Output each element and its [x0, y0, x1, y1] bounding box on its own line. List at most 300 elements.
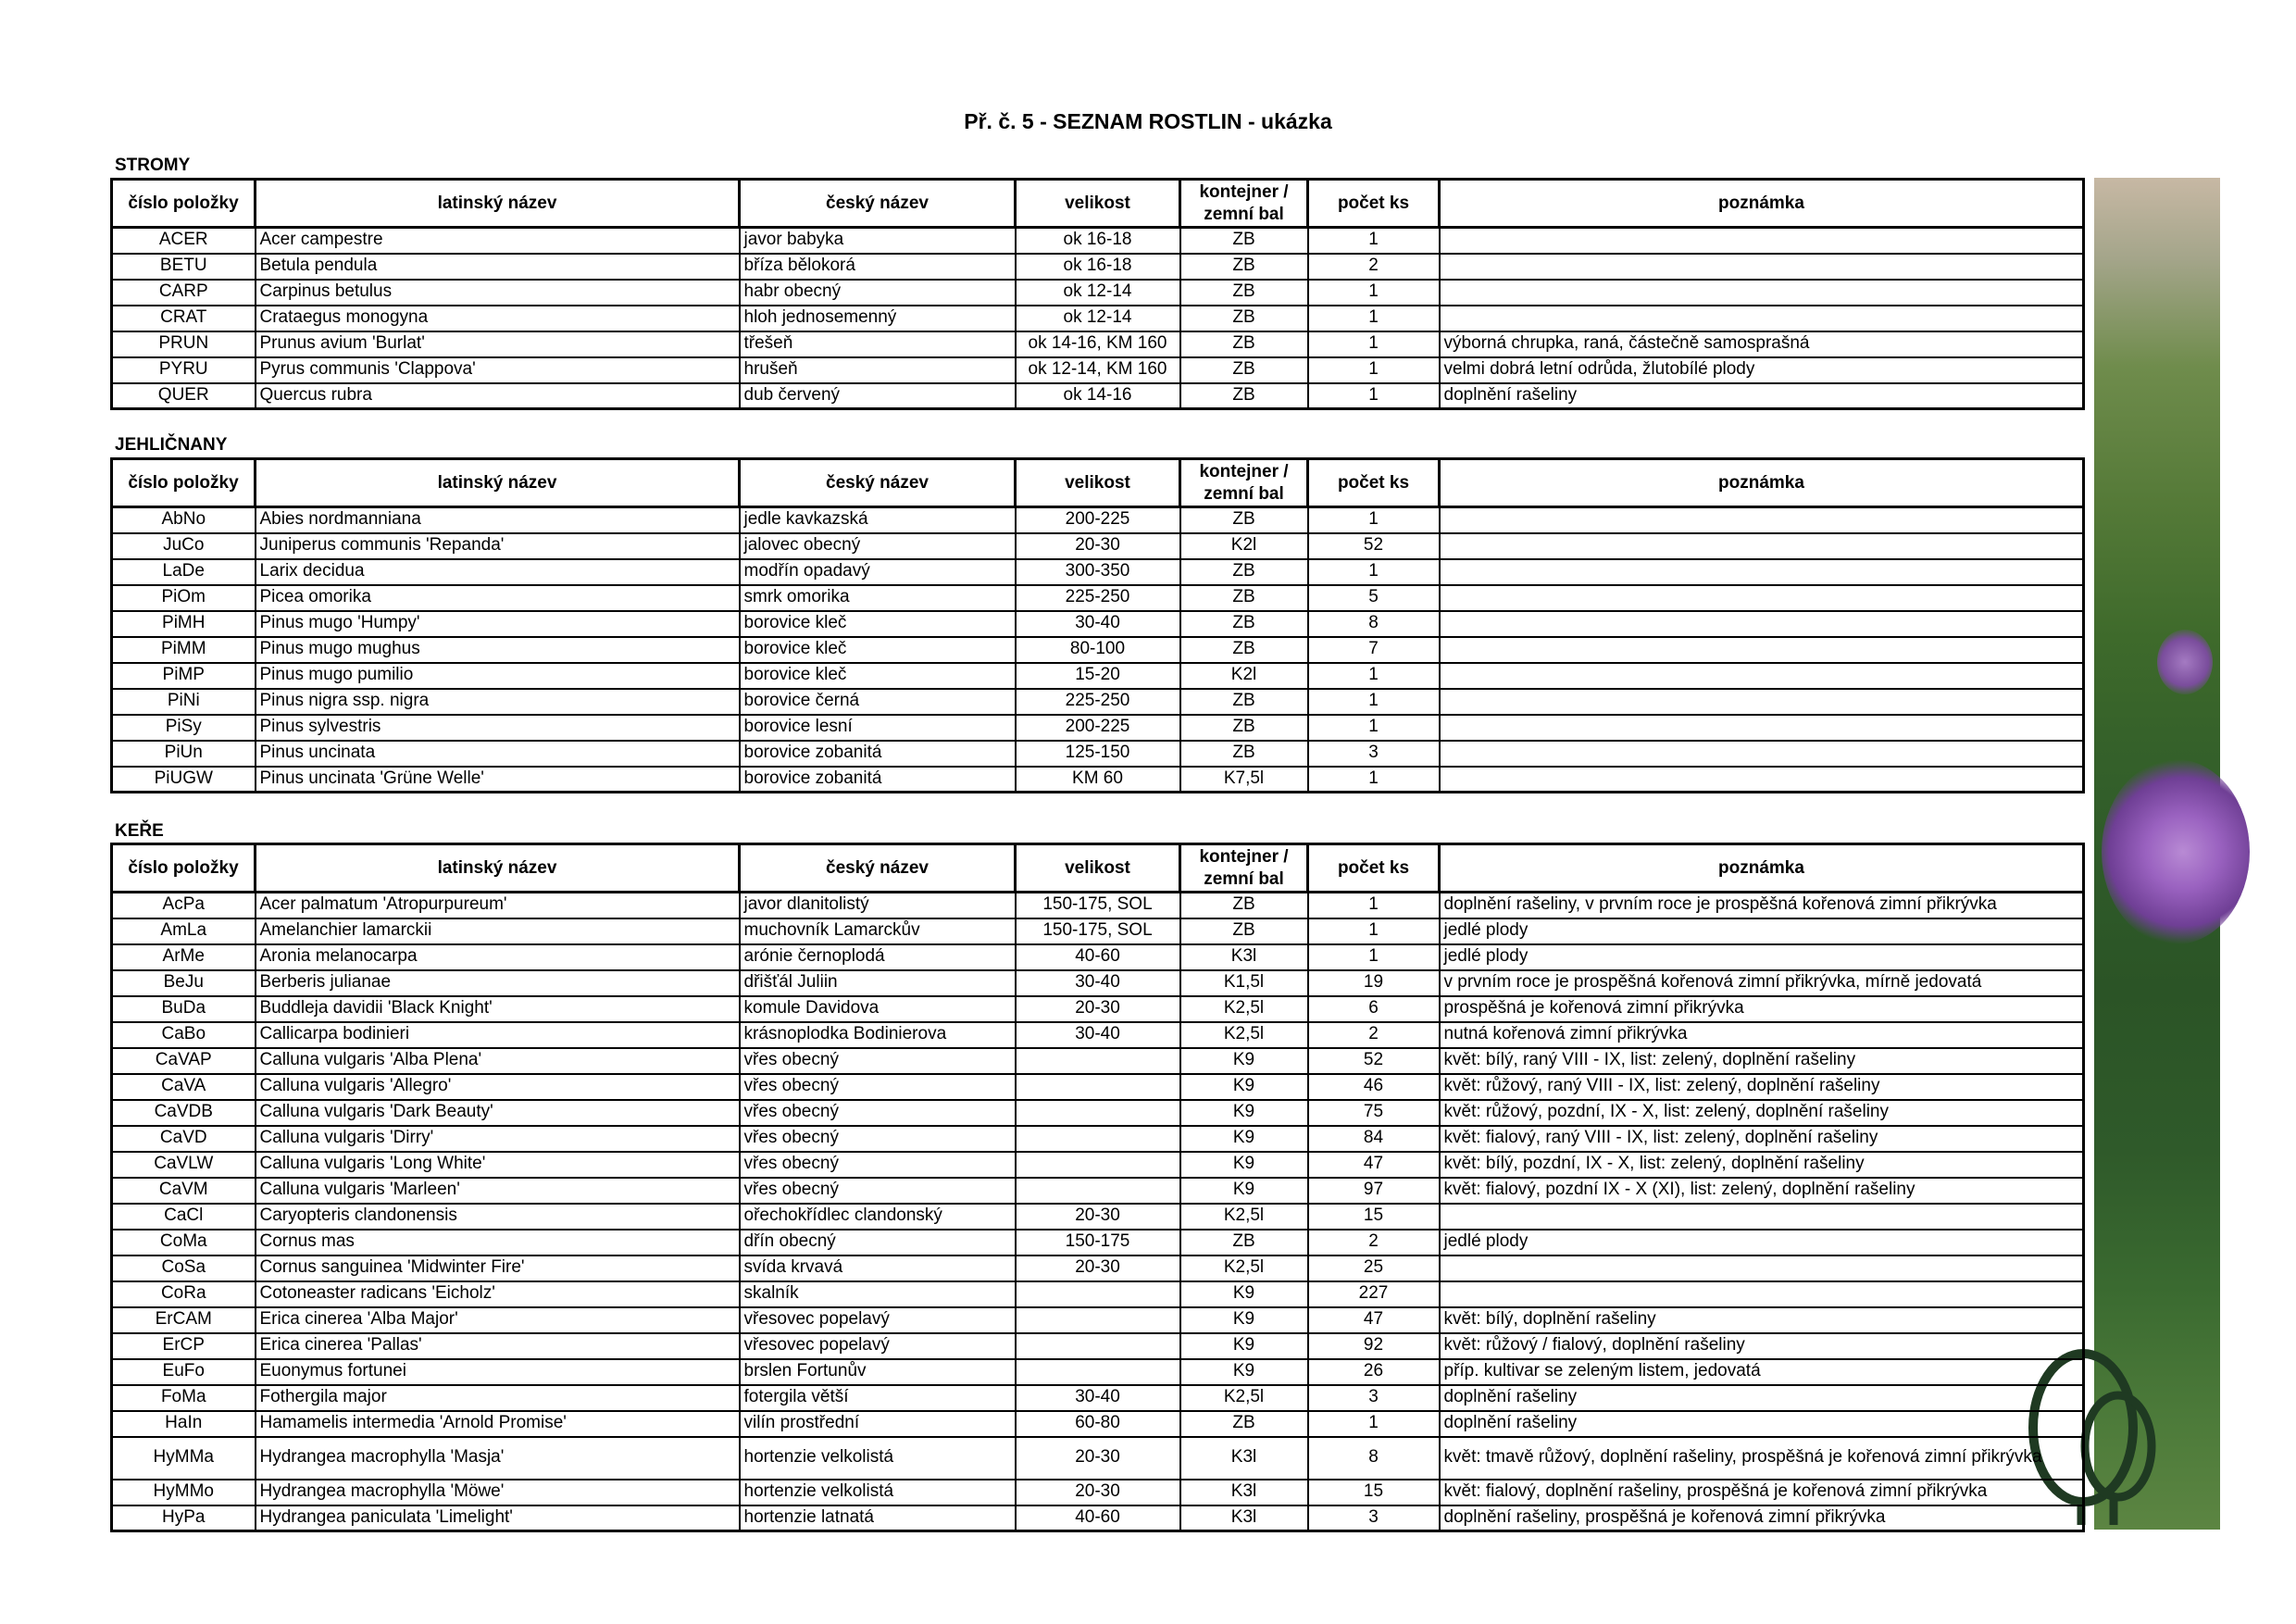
- cell-size: 200-225: [1016, 715, 1180, 741]
- cell-quantity: 26: [1308, 1359, 1440, 1385]
- cell-container: K1,5l: [1180, 970, 1308, 996]
- cell-quantity: 1: [1308, 383, 1440, 409]
- cell-container: ZB: [1180, 280, 1308, 306]
- cell-note: květ: bílý, pozdní, IX - X, list: zelený, doplnění rašeliny: [1440, 1152, 2084, 1178]
- cell-czech-name: vřes obecný: [740, 1100, 1016, 1126]
- cell-note: květ: bílý, doplnění rašeliny: [1440, 1307, 2084, 1333]
- cell-container: K9: [1180, 1307, 1308, 1333]
- cell-latin-name: Aronia melanocarpa: [256, 944, 740, 970]
- cell-latin-name: Quercus rubra: [256, 383, 740, 409]
- cell-container: K9: [1180, 1178, 1308, 1204]
- plant-table-trees: [110, 178, 2085, 410]
- cell-latin-name: Calluna vulgaris 'Marleen': [256, 1178, 740, 1204]
- cell-quantity: 1: [1308, 663, 1440, 689]
- cell-size: ok 12-14: [1016, 306, 1180, 331]
- cell-code: PiUGW: [112, 767, 256, 793]
- cell-quantity: 1: [1308, 689, 1440, 715]
- cell-quantity: 1: [1308, 767, 1440, 793]
- col-header-czech: český název: [740, 844, 1016, 893]
- cell-size: 20-30: [1016, 533, 1180, 559]
- table-row: [112, 663, 2084, 689]
- col-header-czech: český název: [740, 459, 1016, 507]
- cell-note: příp. kultivar se zeleným listem, jedovatá: [1440, 1359, 2084, 1385]
- cell-code: PiSy: [112, 715, 256, 741]
- table-row: [112, 1411, 2084, 1437]
- cell-size: [1016, 1152, 1180, 1178]
- cell-code: CaVAP: [112, 1048, 256, 1074]
- cell-size: [1016, 1100, 1180, 1126]
- cell-note: výborná chrupka, raná, částečně samosprašná: [1440, 331, 2084, 357]
- cell-code: HaIn: [112, 1411, 256, 1437]
- cell-code: CaVM: [112, 1178, 256, 1204]
- cell-latin-name: Hydrangea macrophylla 'Masja': [256, 1437, 740, 1480]
- table-row: [112, 306, 2084, 331]
- table-row: [112, 1333, 2084, 1359]
- cell-size: 20-30: [1016, 1480, 1180, 1505]
- cell-code: JuCo: [112, 533, 256, 559]
- cell-latin-name: Cornus mas: [256, 1230, 740, 1255]
- col-header-czech: český název: [740, 180, 1016, 228]
- cell-quantity: 1: [1308, 1411, 1440, 1437]
- cell-czech-name: vřesovec popelavý: [740, 1307, 1016, 1333]
- cell-note: květ: fialový, pozdní IX - X (XI), list: zelený, doplnění rašeliny: [1440, 1178, 2084, 1204]
- table-row: [112, 715, 2084, 741]
- cell-latin-name: Callicarpa bodinieri: [256, 1022, 740, 1048]
- cell-note: [1440, 559, 2084, 585]
- cell-size: 20-30: [1016, 1437, 1180, 1480]
- cell-container: K9: [1180, 1074, 1308, 1100]
- cell-size: ok 16-18: [1016, 228, 1180, 254]
- col-header-container-line2: zemní bal: [1204, 868, 1284, 889]
- cell-code: AcPa: [112, 893, 256, 918]
- cell-container: ZB: [1180, 1411, 1308, 1437]
- table-row: [112, 1385, 2084, 1411]
- cell-latin-name: Calluna vulgaris 'Dirry': [256, 1126, 740, 1152]
- cell-czech-name: komule Davidova: [740, 996, 1016, 1022]
- cell-size: ok 12-14: [1016, 280, 1180, 306]
- section-heading-trees: STROMY: [115, 156, 191, 175]
- cell-latin-name: Prunus avium 'Burlat': [256, 331, 740, 357]
- cell-container: K3l: [1180, 1505, 1308, 1531]
- cell-note: [1440, 1204, 2084, 1230]
- cell-quantity: 84: [1308, 1126, 1440, 1152]
- cell-latin-name: Cornus sanguinea 'Midwinter Fire': [256, 1255, 740, 1281]
- cell-size: 200-225: [1016, 507, 1180, 533]
- cell-container: ZB: [1180, 611, 1308, 637]
- cell-container: K9: [1180, 1333, 1308, 1359]
- photo-flower: [2102, 759, 2250, 944]
- cell-latin-name: Pinus mugo pumilio: [256, 663, 740, 689]
- cell-latin-name: Pinus sylvestris: [256, 715, 740, 741]
- cell-note: [1440, 637, 2084, 663]
- cell-quantity: 1: [1308, 944, 1440, 970]
- table-row: [112, 1505, 2084, 1531]
- cell-note: [1440, 611, 2084, 637]
- cell-container: ZB: [1180, 228, 1308, 254]
- cell-note: doplnění rašeliny: [1440, 1411, 2084, 1437]
- cell-code: QUER: [112, 383, 256, 409]
- cell-code: CaVLW: [112, 1152, 256, 1178]
- cell-quantity: 7: [1308, 637, 1440, 663]
- table-row: [112, 893, 2084, 918]
- cell-czech-name: svída krvavá: [740, 1255, 1016, 1281]
- table-row: [112, 507, 2084, 533]
- cell-note: [1440, 663, 2084, 689]
- table-row: [112, 689, 2084, 715]
- cell-czech-name: dřišťál Juliin: [740, 970, 1016, 996]
- cell-czech-name: krásnoplodka Bodinierova: [740, 1022, 1016, 1048]
- cell-czech-name: hrušeň: [740, 357, 1016, 383]
- cell-code: PiMP: [112, 663, 256, 689]
- col-header-container-line2: zemní bal: [1204, 483, 1284, 504]
- cell-container: K9: [1180, 1048, 1308, 1074]
- cell-note: [1440, 254, 2084, 280]
- cell-quantity: 97: [1308, 1178, 1440, 1204]
- cell-latin-name: Juniperus communis 'Repanda': [256, 533, 740, 559]
- cell-quantity: 1: [1308, 306, 1440, 331]
- cell-container: K2,5l: [1180, 1255, 1308, 1281]
- cell-code: PiUn: [112, 741, 256, 767]
- plant-table-shrubs: [110, 843, 2085, 1532]
- cell-note: [1440, 715, 2084, 741]
- cell-latin-name: Calluna vulgaris 'Allegro': [256, 1074, 740, 1100]
- table-row: [112, 1281, 2084, 1307]
- cell-latin-name: Buddleja davidii 'Black Knight': [256, 996, 740, 1022]
- cell-czech-name: jedle kavkazská: [740, 507, 1016, 533]
- table-row: [112, 944, 2084, 970]
- cell-note: doplnění rašeliny, v prvním roce je prospěšná kořenová zimní přikrývka: [1440, 893, 2084, 918]
- cell-note: doplnění rašeliny: [1440, 383, 2084, 409]
- col-header-qty: počet ks: [1308, 459, 1440, 507]
- cell-code: CaVDB: [112, 1100, 256, 1126]
- cell-size: 40-60: [1016, 1505, 1180, 1531]
- cell-czech-name: borovice černá: [740, 689, 1016, 715]
- cell-quantity: 1: [1308, 507, 1440, 533]
- table-row: [112, 331, 2084, 357]
- table-row: [112, 533, 2084, 559]
- col-header-size: velikost: [1016, 459, 1180, 507]
- cell-latin-name: Hydrangea macrophylla 'Möwe': [256, 1480, 740, 1505]
- cell-czech-name: třešeň: [740, 331, 1016, 357]
- cell-czech-name: vřes obecný: [740, 1178, 1016, 1204]
- cell-note: jedlé plody: [1440, 918, 2084, 944]
- cell-czech-name: javor babyka: [740, 228, 1016, 254]
- cell-latin-name: Berberis julianae: [256, 970, 740, 996]
- cell-code: AbNo: [112, 507, 256, 533]
- cell-container: K2l: [1180, 663, 1308, 689]
- cell-code: CaCl: [112, 1204, 256, 1230]
- col-header-qty: počet ks: [1308, 180, 1440, 228]
- table-row: [112, 559, 2084, 585]
- cell-size: [1016, 1333, 1180, 1359]
- cell-code: PiOm: [112, 585, 256, 611]
- cell-size: 300-350: [1016, 559, 1180, 585]
- table-row: [112, 767, 2084, 793]
- cell-czech-name: borovice zobanitá: [740, 741, 1016, 767]
- cell-code: PYRU: [112, 357, 256, 383]
- cell-code: LaDe: [112, 559, 256, 585]
- cell-code: CoMa: [112, 1230, 256, 1255]
- table-header-row: [112, 844, 2084, 893]
- col-header-container-line1: kontejner /: [1199, 181, 1289, 202]
- cell-size: 30-40: [1016, 1022, 1180, 1048]
- table-row: [112, 1307, 2084, 1333]
- col-header-size: velikost: [1016, 180, 1180, 228]
- cell-czech-name: borovice lesní: [740, 715, 1016, 741]
- cell-code: ErCP: [112, 1333, 256, 1359]
- cell-latin-name: Cotoneaster radicans 'Eicholz': [256, 1281, 740, 1307]
- table-row: [112, 1204, 2084, 1230]
- table-row: [112, 585, 2084, 611]
- cell-latin-name: Pinus mugo 'Humpy': [256, 611, 740, 637]
- table-row: [112, 918, 2084, 944]
- col-header-latin: latinský název: [256, 180, 740, 228]
- cell-container: K9: [1180, 1359, 1308, 1385]
- table-row: [112, 1178, 2084, 1204]
- cell-czech-name: habr obecný: [740, 280, 1016, 306]
- cell-size: 150-175, SOL: [1016, 918, 1180, 944]
- cell-container: ZB: [1180, 1230, 1308, 1255]
- cell-code: PiMH: [112, 611, 256, 637]
- cell-quantity: 1: [1308, 357, 1440, 383]
- cell-czech-name: dub červený: [740, 383, 1016, 409]
- table-row: [112, 611, 2084, 637]
- cell-size: 40-60: [1016, 944, 1180, 970]
- cell-latin-name: Calluna vulgaris 'Dark Beauty': [256, 1100, 740, 1126]
- cell-note: květ: růžový, pozdní, IX - X, list: zelený, doplnění rašeliny: [1440, 1100, 2084, 1126]
- cell-quantity: 2: [1308, 1230, 1440, 1255]
- cell-container: ZB: [1180, 383, 1308, 409]
- cell-code: HyMMa: [112, 1437, 256, 1480]
- cell-note: jedlé plody: [1440, 944, 2084, 970]
- col-header-qty: počet ks: [1308, 844, 1440, 893]
- cell-code: BuDa: [112, 996, 256, 1022]
- cell-note: květ: růžový / fialový, doplnění rašeliny: [1440, 1333, 2084, 1359]
- cell-code: CoSa: [112, 1255, 256, 1281]
- table-row: [112, 357, 2084, 383]
- cell-quantity: 2: [1308, 1022, 1440, 1048]
- cell-quantity: 227: [1308, 1281, 1440, 1307]
- cell-czech-name: skalník: [740, 1281, 1016, 1307]
- cell-size: 150-175, SOL: [1016, 893, 1180, 918]
- cell-czech-name: borovice kleč: [740, 611, 1016, 637]
- table-row: [112, 996, 2084, 1022]
- col-header-container: [1180, 844, 1308, 893]
- cell-czech-name: borovice kleč: [740, 637, 1016, 663]
- cell-container: ZB: [1180, 715, 1308, 741]
- cell-quantity: 46: [1308, 1074, 1440, 1100]
- cell-czech-name: vřesovec popelavý: [740, 1333, 1016, 1359]
- cell-note: jedlé plody: [1440, 1230, 2084, 1255]
- cell-czech-name: ořechokřídlec clandonský: [740, 1204, 1016, 1230]
- col-header-container-line1: kontejner /: [1199, 846, 1289, 867]
- cell-size: 30-40: [1016, 611, 1180, 637]
- cell-container: K3l: [1180, 944, 1308, 970]
- cell-quantity: 8: [1308, 611, 1440, 637]
- cell-note: [1440, 741, 2084, 767]
- cell-code: BETU: [112, 254, 256, 280]
- cell-czech-name: muchovník Lamarckův: [740, 918, 1016, 944]
- cell-czech-name: modřín opadavý: [740, 559, 1016, 585]
- cell-quantity: 8: [1308, 1437, 1440, 1480]
- table-row: [112, 1100, 2084, 1126]
- cell-note: květ: tmavě růžový, doplnění rašeliny, prospěšná je kořenová zimní přikrývka: [1440, 1437, 2084, 1480]
- cell-container: K9: [1180, 1126, 1308, 1152]
- cell-latin-name: Larix decidua: [256, 559, 740, 585]
- cell-container: ZB: [1180, 637, 1308, 663]
- cell-size: 150-175: [1016, 1230, 1180, 1255]
- cell-quantity: 52: [1308, 1048, 1440, 1074]
- cell-container: ZB: [1180, 254, 1308, 280]
- cell-container: ZB: [1180, 741, 1308, 767]
- cell-quantity: 3: [1308, 1505, 1440, 1531]
- section-heading-shrubs: KEŘE: [115, 821, 164, 841]
- cell-code: CaVD: [112, 1126, 256, 1152]
- table-row: [112, 254, 2084, 280]
- table-header-row: [112, 459, 2084, 507]
- col-header-container: [1180, 180, 1308, 228]
- col-header-note: poznámka: [1440, 844, 2084, 893]
- cell-latin-name: Euonymus fortunei: [256, 1359, 740, 1385]
- table-row: [112, 228, 2084, 254]
- cell-czech-name: brslen Fortunův: [740, 1359, 1016, 1385]
- cell-size: 20-30: [1016, 1255, 1180, 1281]
- col-header-note: poznámka: [1440, 459, 2084, 507]
- cell-quantity: 1: [1308, 228, 1440, 254]
- cell-czech-name: hloh jednosemenný: [740, 306, 1016, 331]
- cell-code: ACER: [112, 228, 256, 254]
- cell-size: [1016, 1178, 1180, 1204]
- table-row: [112, 1480, 2084, 1505]
- col-header-latin: latinský název: [256, 844, 740, 893]
- cell-quantity: 52: [1308, 533, 1440, 559]
- cell-code: CaBo: [112, 1022, 256, 1048]
- cell-latin-name: Fothergila major: [256, 1385, 740, 1411]
- cell-latin-name: Pyrus communis 'Clappova': [256, 357, 740, 383]
- table-row: [112, 970, 2084, 996]
- table-row: [112, 637, 2084, 663]
- cell-size: KM 60: [1016, 767, 1180, 793]
- cell-latin-name: Calluna vulgaris 'Long White': [256, 1152, 740, 1178]
- cell-size: 125-150: [1016, 741, 1180, 767]
- cell-note: [1440, 533, 2084, 559]
- cell-code: EuFo: [112, 1359, 256, 1385]
- cell-size: [1016, 1048, 1180, 1074]
- cell-latin-name: Erica cinerea 'Pallas': [256, 1333, 740, 1359]
- cell-size: ok 16-18: [1016, 254, 1180, 280]
- cell-note: [1440, 228, 2084, 254]
- cell-container: K2,5l: [1180, 996, 1308, 1022]
- cell-czech-name: smrk omorika: [740, 585, 1016, 611]
- cell-quantity: 19: [1308, 970, 1440, 996]
- cell-container: ZB: [1180, 306, 1308, 331]
- cell-container: K2,5l: [1180, 1022, 1308, 1048]
- cell-latin-name: Abies nordmanniana: [256, 507, 740, 533]
- cell-czech-name: hortenzie velkolistá: [740, 1480, 1016, 1505]
- cell-code: CaVA: [112, 1074, 256, 1100]
- cell-container: ZB: [1180, 585, 1308, 611]
- cell-czech-name: arónie černoplodá: [740, 944, 1016, 970]
- col-header-latin: latinský název: [256, 459, 740, 507]
- cell-size: 80-100: [1016, 637, 1180, 663]
- cell-size: 60-80: [1016, 1411, 1180, 1437]
- cell-size: ok 14-16, KM 160: [1016, 331, 1180, 357]
- cell-czech-name: borovice kleč: [740, 663, 1016, 689]
- cell-container: ZB: [1180, 918, 1308, 944]
- table-row: [112, 1022, 2084, 1048]
- cell-note: [1440, 689, 2084, 715]
- cell-czech-name: jalovec obecný: [740, 533, 1016, 559]
- cell-size: 30-40: [1016, 970, 1180, 996]
- cell-quantity: 75: [1308, 1100, 1440, 1126]
- cell-latin-name: Hydrangea paniculata 'Limelight': [256, 1505, 740, 1531]
- col-header-code: číslo položky: [112, 180, 256, 228]
- cell-size: [1016, 1126, 1180, 1152]
- cell-quantity: 6: [1308, 996, 1440, 1022]
- cell-container: K9: [1180, 1100, 1308, 1126]
- cell-note: nutná kořenová zimní přikrývka: [1440, 1022, 2084, 1048]
- cell-note: květ: růžový, raný VIII - IX, list: zelený, doplnění rašeliny: [1440, 1074, 2084, 1100]
- cell-czech-name: vřes obecný: [740, 1126, 1016, 1152]
- cell-size: ok 14-16: [1016, 383, 1180, 409]
- cell-code: FoMa: [112, 1385, 256, 1411]
- cell-note: květ: bílý, raný VIII - IX, list: zelený, doplnění rašeliny: [1440, 1048, 2084, 1074]
- cell-size: [1016, 1074, 1180, 1100]
- cell-size: ok 12-14, KM 160: [1016, 357, 1180, 383]
- table-row: [112, 1230, 2084, 1255]
- cell-latin-name: Amelanchier lamarckii: [256, 918, 740, 944]
- cell-latin-name: Pinus uncinata: [256, 741, 740, 767]
- cell-note: [1440, 1281, 2084, 1307]
- cell-quantity: 47: [1308, 1152, 1440, 1178]
- cell-container: ZB: [1180, 559, 1308, 585]
- cell-latin-name: Pinus mugo mughus: [256, 637, 740, 663]
- cell-czech-name: bříza bělokorá: [740, 254, 1016, 280]
- table-row: [112, 1359, 2084, 1385]
- cell-czech-name: borovice zobanitá: [740, 767, 1016, 793]
- cell-latin-name: Acer palmatum 'Atropurpureum': [256, 893, 740, 918]
- cell-note: doplnění rašeliny: [1440, 1385, 2084, 1411]
- cell-code: HyMMo: [112, 1480, 256, 1505]
- cell-latin-name: Picea omorika: [256, 585, 740, 611]
- cell-note: velmi dobrá letní odrůda, žlutobílé plody: [1440, 357, 2084, 383]
- cell-note: v prvním roce je prospěšná kořenová zimní přikrývka, mírně jedovatá: [1440, 970, 2084, 996]
- cell-code: ErCAM: [112, 1307, 256, 1333]
- cell-latin-name: Acer campestre: [256, 228, 740, 254]
- cell-size: 20-30: [1016, 1204, 1180, 1230]
- cell-czech-name: hortenzie velkolistá: [740, 1437, 1016, 1480]
- cell-container: ZB: [1180, 689, 1308, 715]
- table-row: [112, 1074, 2084, 1100]
- cell-latin-name: Crataegus monogyna: [256, 306, 740, 331]
- cell-quantity: 15: [1308, 1204, 1440, 1230]
- cell-code: CARP: [112, 280, 256, 306]
- cell-quantity: 15: [1308, 1480, 1440, 1505]
- cell-quantity: 1: [1308, 893, 1440, 918]
- cell-code: CRAT: [112, 306, 256, 331]
- table-header-row: [112, 180, 2084, 228]
- table-row: [112, 741, 2084, 767]
- cell-container: K3l: [1180, 1480, 1308, 1505]
- cell-code: BeJu: [112, 970, 256, 996]
- cell-size: [1016, 1281, 1180, 1307]
- col-header-container-line2: zemní bal: [1204, 204, 1284, 224]
- cell-quantity: 1: [1308, 918, 1440, 944]
- cell-latin-name: Pinus nigra ssp. nigra: [256, 689, 740, 715]
- cell-czech-name: fotergila větší: [740, 1385, 1016, 1411]
- cell-latin-name: Caryopteris clandonensis: [256, 1204, 740, 1230]
- cell-container: ZB: [1180, 507, 1308, 533]
